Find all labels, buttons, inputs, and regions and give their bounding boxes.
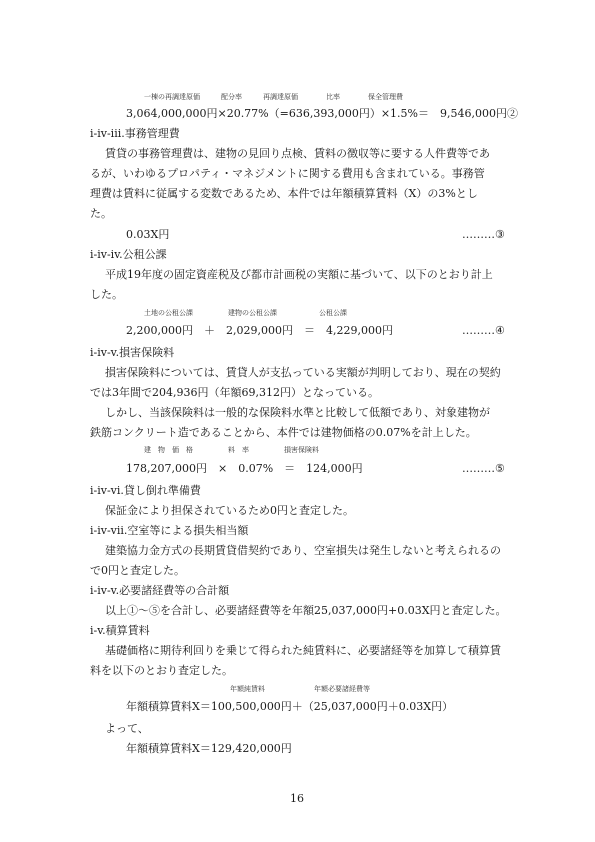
heading-admin-cost: i-iv-iii.事務管理費 <box>90 127 180 140</box>
formula-admin-cost: 0.03X円 <box>126 228 170 241</box>
paragraph-line: 賃貸の事務管理費は、建物の見回り点検、賃料の徴収等に要する人件費等であ <box>105 147 490 160</box>
paragraph-line: よって、 <box>105 722 149 735</box>
header-labels-maintenance: 一棟の再調達原価 配分率 再調達原価 比率 保全管理費 <box>144 93 403 101</box>
paragraph-line: 建築協力金方式の長期賃貸借契約であり、空室損失は発生しないと考えられるの <box>105 544 501 557</box>
formula-insurance: 178,207,000円 × 0.07% ＝ 124,000円 <box>126 462 363 475</box>
formula-taxes: 2,200,000円 ＋ 2,029,000円 ＝ 4,229,000円 <box>126 324 393 337</box>
header-labels-rent: 年額純賃料 年額必要諸経費等 <box>230 685 370 693</box>
paragraph-line: 基礎価格に期待利回りを乗じて得られた純賃料に、必要諸経等を加算して積算賃 <box>105 644 501 657</box>
paragraph-line: た。 <box>90 207 112 220</box>
paragraph-line: した。 <box>90 288 123 301</box>
heading-bad-debt: i-iv-vi.貸し倒れ準備費 <box>90 484 201 497</box>
paragraph-line: で0円と査定した。 <box>90 564 185 577</box>
header-labels-taxes: 土地の公租公課 建物の公租公課 公租公課 <box>144 309 347 317</box>
formula-maintenance-cost: 3,064,000,000円×20.77%（=636,393,000円）×1.5%＝ 9,546,000円② <box>126 107 518 120</box>
paragraph-line: 料を以下のとおり査定した。 <box>90 664 233 677</box>
heading-taxes: i-iv-iv.公租公課 <box>90 248 167 261</box>
paragraph-line: では3年間で204,936円（年額69,312円）となっている。 <box>90 386 379 399</box>
paragraph-line: 保証金により担保されているため0円と査定した。 <box>105 504 354 517</box>
marker-4: ………④ <box>462 324 505 337</box>
heading-insurance: i-iv-v.損害保険料 <box>90 346 175 359</box>
marker-5: ………⑤ <box>462 462 505 475</box>
page-number: 16 <box>290 792 304 805</box>
formula-rent-result: 年額積算賃料X＝129,420,000円 <box>126 742 292 755</box>
paragraph-line: しかし、当該保険料は一般的な保険料水準と比較して低額であり、対象建物が <box>105 406 490 419</box>
paragraph-line: 理費は賃料に従属する変数であるため、本件では年額積算賃料（X）の3%とし <box>90 187 478 200</box>
paragraph-line: 鉄筋コンクリート造であることから、本件では建物価格の0.07%を計上した。 <box>90 426 477 439</box>
heading-total-expenses: i-iv-v.必要諸経費等の合計額 <box>90 584 230 597</box>
formula-rent: 年額積算賃料X＝100,500,000円＋（25,037,000円＋0.03X円） <box>126 700 454 713</box>
paragraph-line: るが、いわゆるプロパティ・マネジメントに関する費用も含まれている。事務管 <box>90 167 485 180</box>
heading-accumulated-rent: i-v.積算賃料 <box>90 624 150 637</box>
marker-3: ………③ <box>462 228 505 241</box>
heading-vacancy: i-iv-vii.空室等による損失相当額 <box>90 524 249 537</box>
paragraph-line: 損害保険料については、賃貸人が支払っている実額が判明しており、現在の契約 <box>105 366 501 379</box>
header-labels-insurance: 建 物 価 格 料 率 損害保険料 <box>144 446 319 454</box>
paragraph-line: 以上①～⑤を合計し、必要諸経費等を年額25,037,000円+0.03X円と査定した。 <box>105 604 507 617</box>
paragraph-line: 平成19年度の固定資産税及び都市計画税の実額に基づいて、以下のとおり計上 <box>105 268 493 281</box>
